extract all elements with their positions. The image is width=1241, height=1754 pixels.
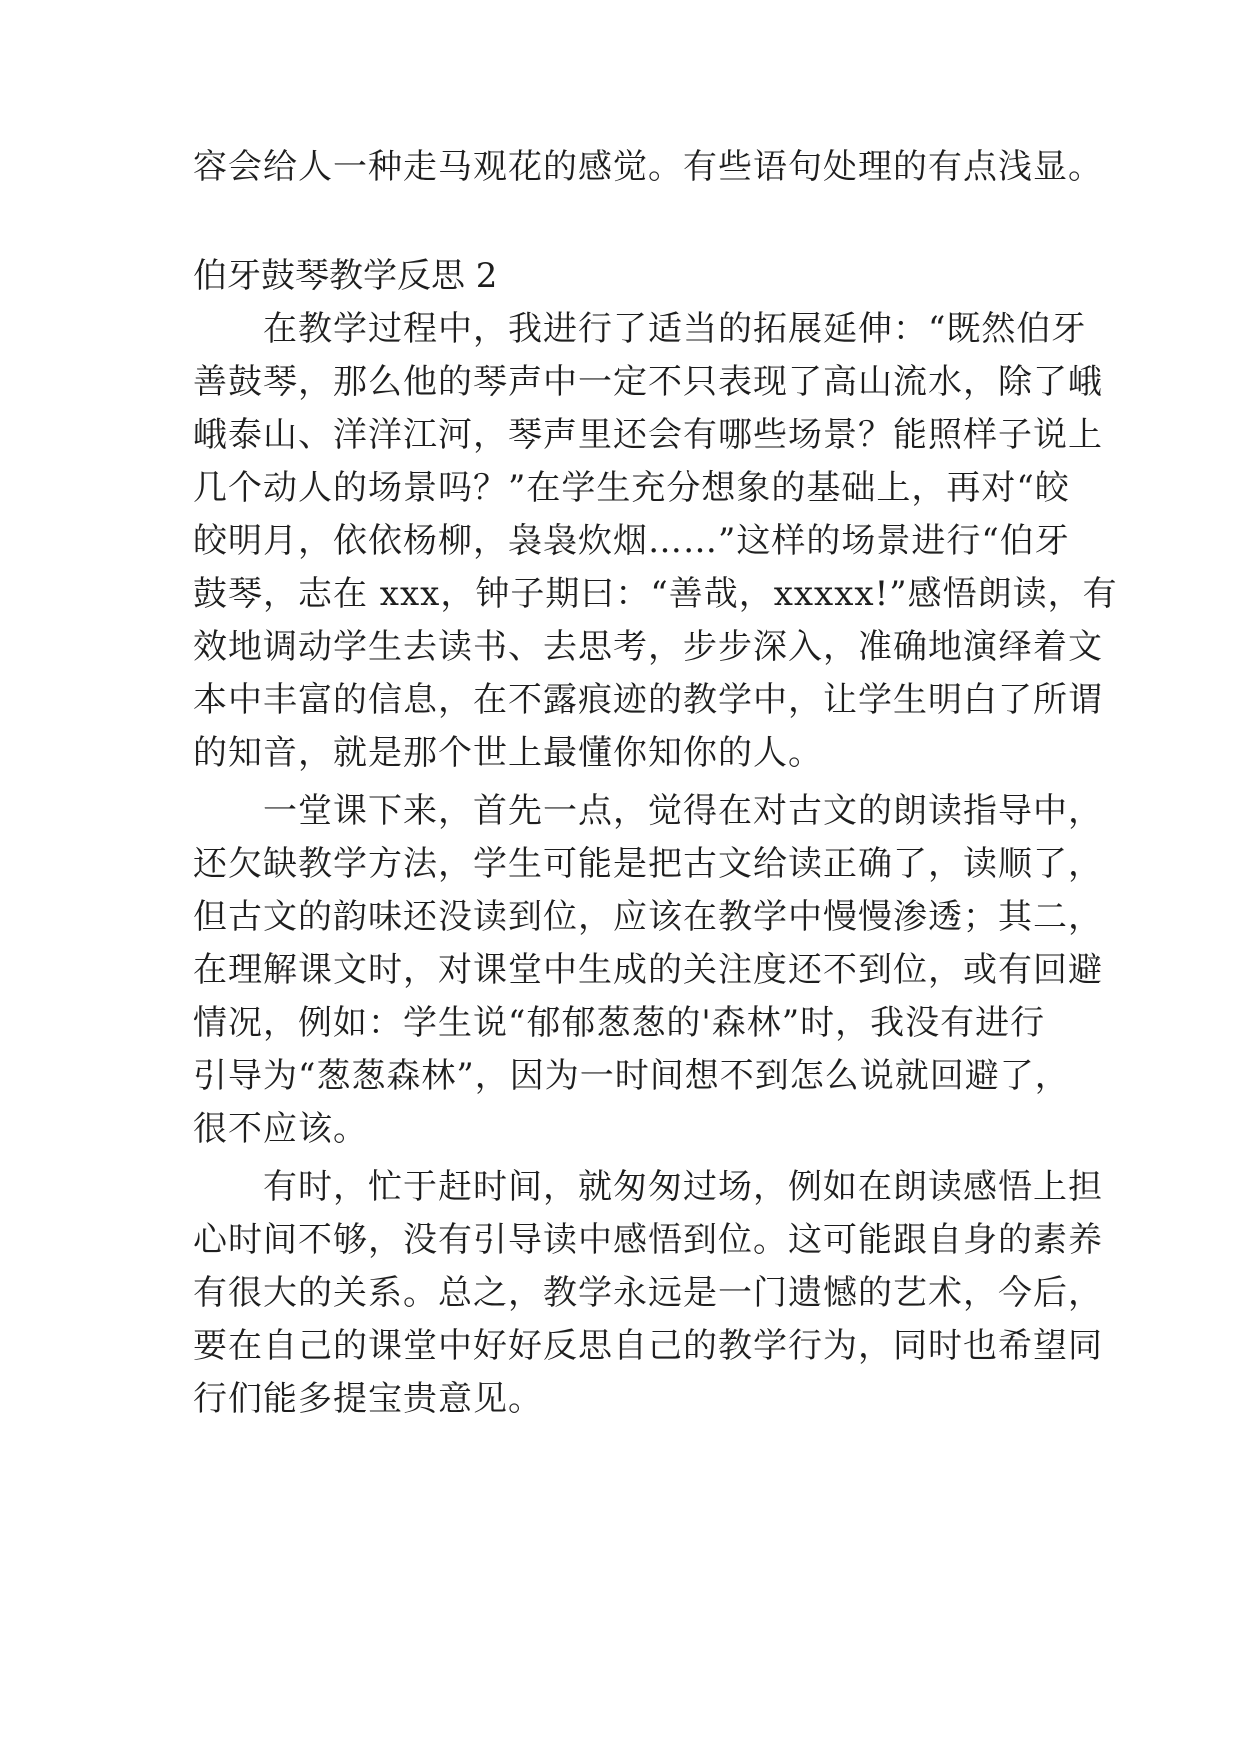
paragraph-line: 鼓琴，志在 xxx，钟子期曰：“善哉，xxxxx!”感悟朗读，有 — [193, 574, 1118, 614]
paragraph-line: 有很大的关系。总之，教学永远是一门遗憾的艺术，今后， — [193, 1273, 1103, 1313]
paragraph-line: 行们能多提宝贵意见。 — [193, 1379, 543, 1419]
paragraph-line: 本中丰富的信息，在不露痕迹的教学中，让学生明白了所谓 — [193, 680, 1103, 720]
paragraph-line: 效地调动学生去读书、去思考，步步深入，准确地演绎着文 — [193, 627, 1103, 667]
paragraph-line: 善鼓琴，那么他的琴声中一定不只表现了高山流水，除了峨 — [193, 362, 1103, 402]
paragraph-line: 引导为“葱葱森林”，因为一时间想不到怎么说就回避了， — [193, 1056, 1070, 1096]
paragraph-line: 几个动人的场景吗？”在学生充分想象的基础上，再对“皎 — [193, 468, 1070, 508]
section-title: 伯牙鼓琴教学反思 2 — [193, 256, 498, 296]
paragraph-line: 有时，忙于赶时间，就匆匆过场，例如在朗读感悟上担 — [193, 1167, 1103, 1207]
paragraph-line: 的知音，就是那个世上最懂你知你的人。 — [193, 733, 823, 773]
paragraph-line: 皎明月，依依杨柳，袅袅炊烟……”这样的场景进行“伯牙 — [193, 521, 1070, 561]
paragraph-line: 心时间不够，没有引导读中感悟到位。这可能跟自身的素养 — [193, 1220, 1103, 1260]
paragraph-line: 一堂课下来，首先一点，觉得在对古文的朗读指导中， — [193, 791, 1103, 831]
paragraph-line: 峨泰山、洋洋江河，琴声里还会有哪些场景？能照样子说上 — [193, 415, 1103, 455]
paragraph-line: 情况，例如：学生说“郁郁葱葱的'森林”时，我没有进行 — [193, 1003, 1046, 1043]
paragraph-line: 但古文的韵味还没读到位，应该在教学中慢慢渗透；其二， — [193, 897, 1103, 937]
paragraph-line: 还欠缺教学方法，学生可能是把古文给读正确了，读顺了， — [193, 844, 1103, 884]
paragraph-line: 在教学过程中，我进行了适当的拓展延伸：“既然伯牙 — [193, 309, 1087, 349]
paragraph-line: 很不应该。 — [193, 1109, 368, 1149]
previous-paragraph-tail: 容会给人一种走马观花的感觉。有些语句处理的有点浅显。 — [193, 147, 1103, 187]
paragraph-line: 在理解课文时，对课堂中生成的关注度还不到位，或有回避 — [193, 950, 1103, 990]
paragraph-line: 要在自己的课堂中好好反思自己的教学行为，同时也希望同 — [193, 1326, 1103, 1366]
